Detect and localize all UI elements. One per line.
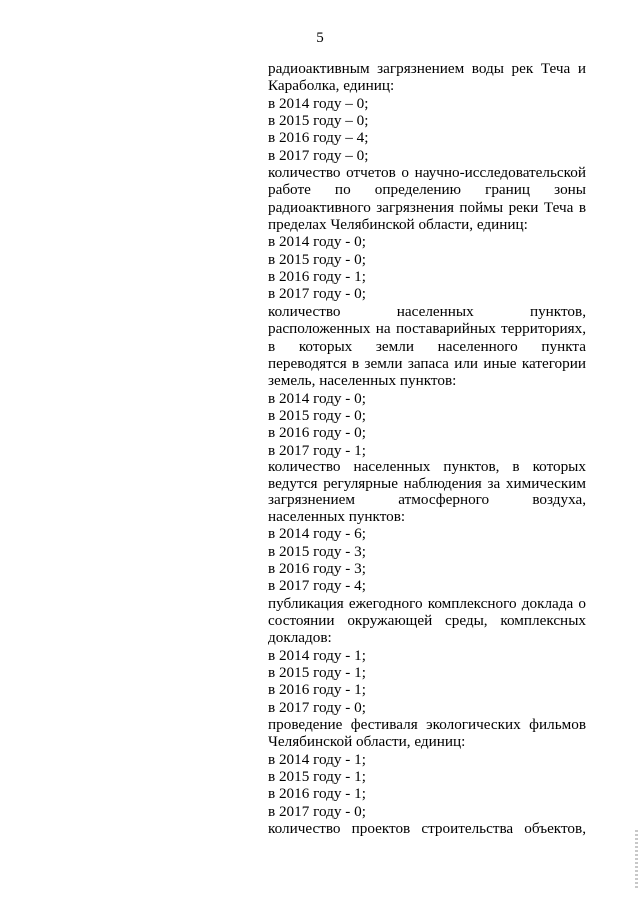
year-line: в 2016 году - 1; [268,785,366,803]
year-line: в 2015 году - 3; [268,542,366,560]
year-line: в 2014 году - 0; [268,233,366,251]
page-number: 5 [316,30,324,46]
indicator-heading: проведение фестиваля экологических фильмов Челябинской области, единиц: [268,716,586,751]
year-line: в 2015 году – 0; [268,112,369,130]
indicator-heading: количество населенных пунктов, расположенных на поставарийных территориях, в которых земли населенного пункта переводятся в земли запаса или иные категории земель, населенных пунктов: [268,302,586,390]
year-line: в 2016 году - 1; [268,681,366,699]
year-line: в 2014 году - 1; [268,750,366,768]
year-line: в 2014 году – 0; [268,94,369,112]
year-line: в 2014 году - 6; [268,525,366,543]
year-line: в 2017 году - 0; [268,285,366,303]
year-line: в 2015 году - 0; [268,250,366,268]
year-line: в 2017 году - 0; [268,802,366,820]
indicator-heading: количество отчетов о научно-исследовательской работе по определению границ зоны радиоактивного загрязнения поймы реки Теча в пределах Челябинской области, единиц: [268,164,586,234]
scan-edge-mark [635,830,638,890]
document-body [268,60,586,837]
year-line: в 2017 году - 4; [268,577,366,595]
trailing-line: количество проектов строительства объектов, [268,820,586,838]
year-line: в 2017 году - 1; [268,441,366,459]
year-line: в 2016 году - 1; [268,268,366,286]
year-line: в 2016 году – 4; [268,129,369,147]
year-line: в 2015 году - 1; [268,768,366,786]
year-line: в 2017 году - 0; [268,698,366,716]
year-line: в 2014 году - 1; [268,646,366,664]
year-line: в 2016 году - 0; [268,424,366,442]
year-line: в 2014 году - 0; [268,389,366,407]
indicator-heading: публикация ежегодного комплексного доклада о состоянии окружающей среды, комплексных докладов: [268,594,586,647]
intro-paragraph: радиоактивным загрязнением воды рек Теча и Караболка, единиц: [268,60,586,95]
indicator-heading: количество населенных пунктов, в которых ведутся регулярные наблюдения за химическим загрязнением атмосферного воздуха, населенных пунктов: [268,457,586,525]
year-line: в 2017 году – 0; [268,146,369,164]
year-line: в 2015 году - 0; [268,406,366,424]
year-line: в 2015 году - 1; [268,664,366,682]
year-line: в 2016 году - 3; [268,559,366,577]
